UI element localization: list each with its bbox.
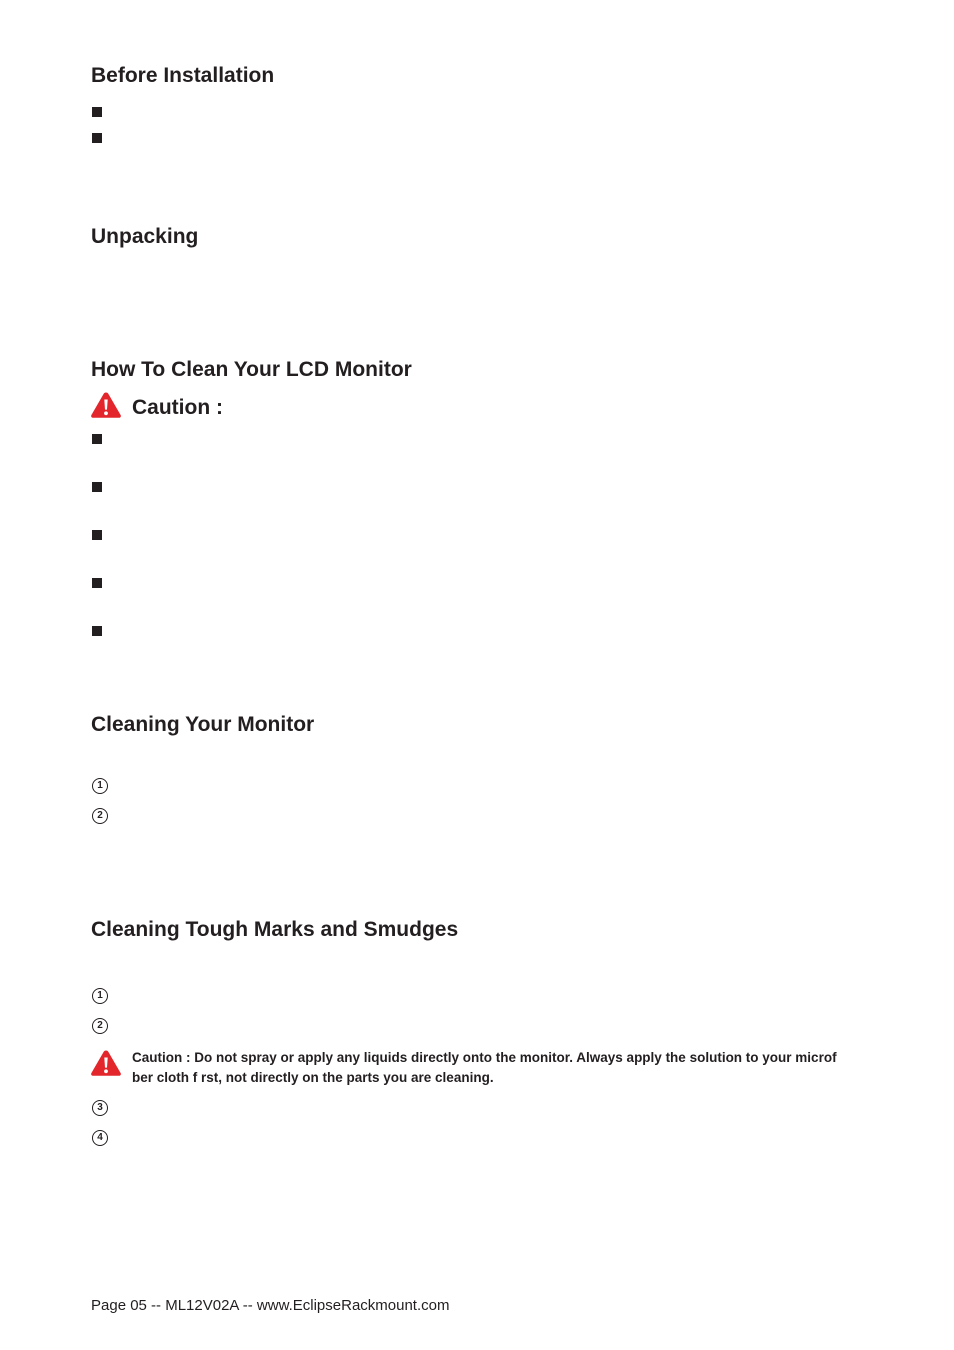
- square-bullet-icon: [92, 434, 102, 444]
- square-bullet-icon: [92, 530, 102, 540]
- heading-before-installation: Before Installation: [91, 64, 275, 87]
- step-number-3: 3: [92, 1100, 108, 1116]
- heading-cleaning-tough-marks: Cleaning Tough Marks and Smudges: [91, 918, 459, 941]
- step-number-2: 2: [92, 808, 108, 824]
- square-bullet-icon: [92, 133, 102, 143]
- square-bullet-icon: [92, 626, 102, 636]
- step-number-1: 1: [92, 778, 108, 794]
- step-number-2: 2: [92, 1018, 108, 1034]
- square-bullet-icon: [92, 107, 102, 117]
- caution-note: Caution : Do not spray or apply any liquids directly onto the monitor. Always apply the solution to your microf ber cloth f rst, not directly on the parts you are cleaning.: [132, 1050, 837, 1085]
- caution-heading: Caution :: [132, 396, 223, 419]
- warning-triangle-icon: [90, 391, 122, 419]
- step-number-4: 4: [92, 1130, 108, 1146]
- page-footer: Page 05 -- ML12V02A -- www.EclipseRackmount.com: [91, 1297, 450, 1314]
- warning-triangle-icon: [90, 1049, 122, 1077]
- heading-how-to-clean: How To Clean Your LCD Monitor: [91, 358, 412, 381]
- heading-unpacking: Unpacking: [91, 225, 199, 248]
- square-bullet-icon: [92, 482, 102, 492]
- square-bullet-icon: [92, 578, 102, 588]
- heading-cleaning-monitor: Cleaning Your Monitor: [91, 713, 315, 736]
- step-number-1: 1: [92, 988, 108, 1004]
